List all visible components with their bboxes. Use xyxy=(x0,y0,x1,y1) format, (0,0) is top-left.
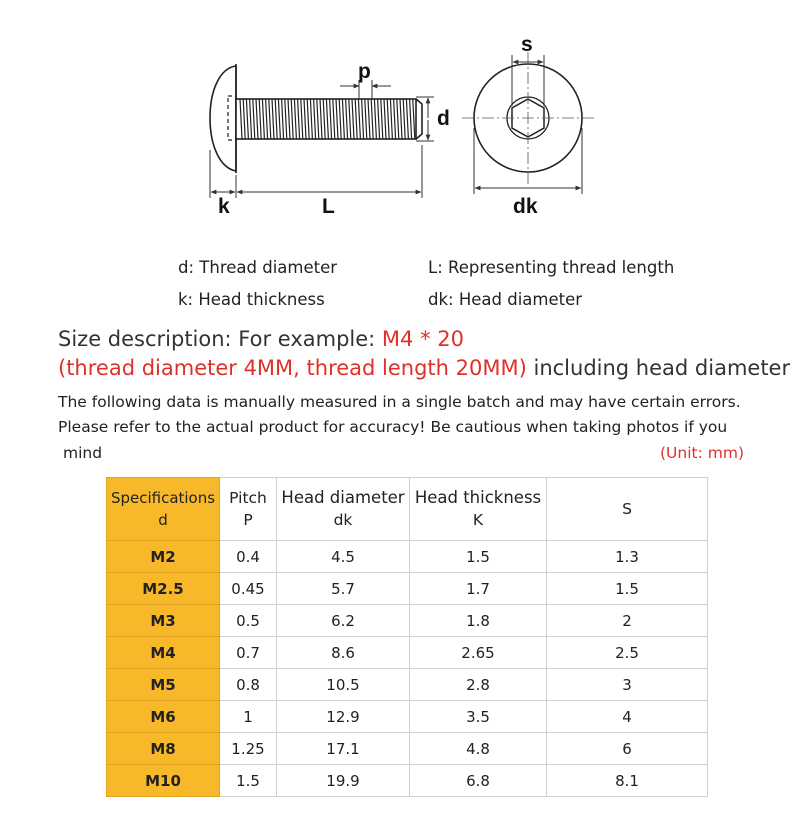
table-cell: 1.7 xyxy=(410,573,547,605)
table-cell: 1.25 xyxy=(220,733,277,765)
spec-size-cell: M5 xyxy=(107,669,220,701)
table-row xyxy=(107,669,708,701)
thread-diameter-label: d xyxy=(437,107,450,130)
table-cell: 1.5 xyxy=(410,541,547,573)
table-row xyxy=(107,605,708,637)
legend-head-diameter: dk: Head diameter xyxy=(428,290,583,309)
table-cell: 10.5 xyxy=(277,669,410,701)
table-cell: 4.5 xyxy=(277,541,410,573)
table-cell: 6.2 xyxy=(277,605,410,637)
note-line-3: mind xyxy=(63,444,103,462)
screw-head-front xyxy=(462,52,594,184)
size-example: M4 * 20 xyxy=(381,327,464,351)
spec-size-cell: M6 xyxy=(107,701,220,733)
table-row xyxy=(107,637,708,669)
pitch-label: p xyxy=(358,60,371,83)
size-description-suffix: including head diameter xyxy=(526,356,791,380)
spec-size-cell: M3 xyxy=(107,605,220,637)
table-cell: 1 xyxy=(220,701,277,733)
table-cell: 0.7 xyxy=(220,637,277,669)
size-description-line-1 xyxy=(58,327,464,351)
note-line-1: The following data is manually measured in a single batch and may have certain errors. xyxy=(58,393,741,411)
table-cell: 8.6 xyxy=(277,637,410,669)
table-cell: 0.5 xyxy=(220,605,277,637)
table-cell: 2.5 xyxy=(547,637,708,669)
table-header-row xyxy=(107,478,708,541)
size-example-detail: (thread diameter 4MM, thread length 20MM) xyxy=(58,356,527,380)
screw-head-side xyxy=(210,64,236,173)
spec-size-cell: M10 xyxy=(107,765,220,797)
size-description-prefix: Size description: For example: xyxy=(58,327,382,351)
thread-diameter-dimension xyxy=(416,97,434,141)
spec-table xyxy=(106,477,708,797)
thread-length-label: L xyxy=(322,195,335,218)
legend-head-thickness: k: Head thickness xyxy=(178,290,325,309)
header-pitch: Pitch P xyxy=(220,478,277,541)
table-cell: 0.8 xyxy=(220,669,277,701)
head-thickness-label: k xyxy=(218,195,230,218)
table-cell: 1.5 xyxy=(547,573,708,605)
table-cell: 19.9 xyxy=(277,765,410,797)
table-cell: 4 xyxy=(547,701,708,733)
table-cell: 1.8 xyxy=(410,605,547,637)
table-cell: 1.5 xyxy=(220,765,277,797)
table-cell: 6 xyxy=(547,733,708,765)
header-specifications: Specifications d xyxy=(107,478,220,541)
table-cell: 5.7 xyxy=(277,573,410,605)
legend-thread-diameter: d: Thread diameter xyxy=(178,258,338,277)
table-row xyxy=(107,541,708,573)
spec-size-cell: M4 xyxy=(107,637,220,669)
header-head-thickness: Head thickness K xyxy=(410,478,547,541)
screw-diagram xyxy=(0,0,800,240)
table-cell: 3.5 xyxy=(410,701,547,733)
header-head-diameter: Head diameter dk xyxy=(277,478,410,541)
length-dimensions xyxy=(210,145,422,198)
unit-label: (Unit: mm) xyxy=(660,444,744,462)
header-s: S xyxy=(547,478,708,541)
size-description-line-2 xyxy=(58,356,790,380)
table-cell: 1.3 xyxy=(547,541,708,573)
table-cell: 2.8 xyxy=(410,669,547,701)
head-diameter-label: dk xyxy=(513,195,538,218)
hex-size-label: s xyxy=(521,33,533,56)
spec-size-cell: M2.5 xyxy=(107,573,220,605)
table-cell: 12.9 xyxy=(277,701,410,733)
table-cell: 3 xyxy=(547,669,708,701)
table-cell: 2.65 xyxy=(410,637,547,669)
legend-thread-length: L: Representing thread length xyxy=(428,258,675,277)
spec-size-cell: M2 xyxy=(107,541,220,573)
table-row xyxy=(107,765,708,797)
table-cell: 2 xyxy=(547,605,708,637)
table-row xyxy=(107,733,708,765)
table-row xyxy=(107,701,708,733)
table-cell: 8.1 xyxy=(547,765,708,797)
table-cell: 4.8 xyxy=(410,733,547,765)
table-cell: 17.1 xyxy=(277,733,410,765)
table-row xyxy=(107,573,708,605)
screw-shank xyxy=(236,99,422,139)
spec-size-cell: M8 xyxy=(107,733,220,765)
note-line-2: Please refer to the actual product for accuracy! Be cautious when taking photos if you xyxy=(58,418,728,436)
table-cell: 0.45 xyxy=(220,573,277,605)
table-cell: 6.8 xyxy=(410,765,547,797)
table-cell: 0.4 xyxy=(220,541,277,573)
